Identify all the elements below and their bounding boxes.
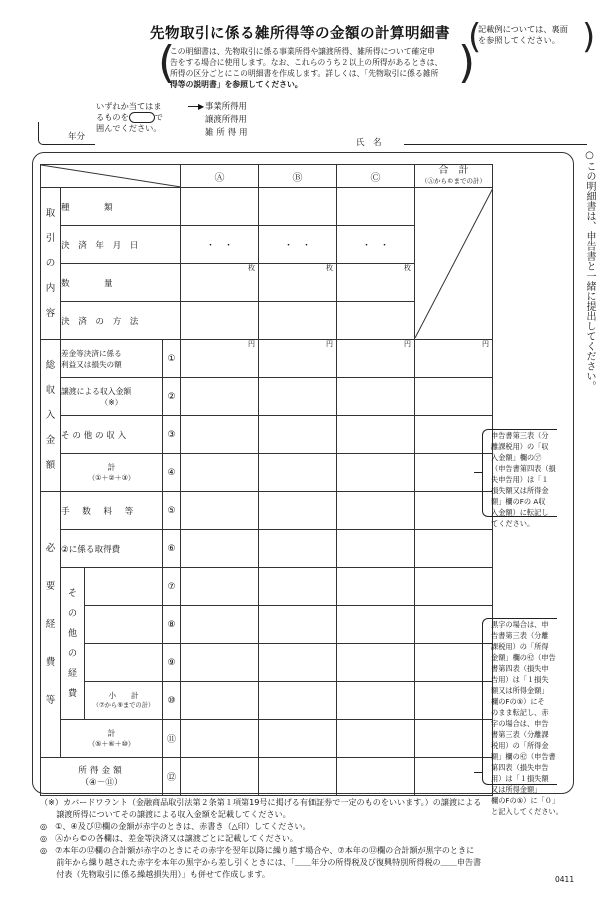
cell-total-5[interactable] [415, 492, 493, 530]
intro-line: 得等の説明書」を参照してください。 [170, 80, 303, 89]
total-diagonal [415, 188, 493, 338]
cell-total-10[interactable] [415, 682, 493, 720]
section-contract: 取 引 の 内 容 [41, 188, 61, 340]
type-misc[interactable]: 雑所得用 [205, 127, 251, 137]
row-date: 決 済 年 月 日 [61, 226, 181, 264]
type-transfer[interactable]: 譲渡所得用 [205, 114, 247, 124]
corner-diagonal [41, 165, 181, 187]
transfer-note-1: 申告書第三表（分 離課税用）の「収 入金額」欄の㋐ （申告書第四表（損 失申告用）は「１ 損失額又は所得金 額」欄のFの A収 入金額）に転記し てください。 [482, 429, 557, 517]
cell-total-6[interactable] [415, 530, 493, 568]
cell-a-3[interactable] [181, 416, 259, 454]
select-line: るものを [96, 112, 129, 122]
cell-c-6[interactable] [337, 530, 415, 568]
cell-total-3[interactable] [415, 416, 493, 454]
circle-5: ⑤ [163, 492, 181, 530]
cell-b-2[interactable] [259, 378, 337, 416]
cell-total-1[interactable]: 円 [415, 340, 493, 378]
cell-a-4[interactable] [181, 454, 259, 492]
row-6: ②に係る取得費 [61, 530, 163, 568]
cell-total-12[interactable] [415, 758, 493, 796]
name-label: 氏 名 [356, 138, 382, 148]
cell-a-7[interactable] [181, 568, 259, 606]
col-a: Ⓐ [181, 165, 259, 188]
cell-b-9[interactable] [259, 644, 337, 682]
cell-b-8[interactable] [259, 606, 337, 644]
cell-a-11[interactable] [181, 720, 259, 758]
col-b: Ⓑ [259, 165, 337, 188]
circle-3: ③ [163, 416, 181, 454]
circle-6: ⑥ [163, 530, 181, 568]
footer-line: ◎ Ⓐから©の各欄は、差金等決済又は譲渡ごとに記載してください。 [40, 833, 298, 843]
cell-a-kind[interactable] [181, 188, 259, 226]
select-line: で [154, 112, 163, 122]
cell-a-qty[interactable]: 枚 [181, 264, 259, 302]
row-8-label[interactable] [85, 606, 163, 644]
cell-a-5[interactable] [181, 492, 259, 530]
row-12: 所得金額 （④－⑪） [41, 758, 163, 796]
cell-c-7[interactable] [337, 568, 415, 606]
section-other-expense: そ の 他 の 経 費 [61, 568, 85, 720]
footer-line: ◎ ①、④及び⑫欄の金額が赤字のときは、赤書き（△印）してください。 [40, 821, 311, 831]
intro-line: この明細書は、先物取引に係る事業所得や譲渡所得、雑所得について確定申 [170, 47, 435, 56]
arrow-icon: ▶ [198, 102, 205, 111]
cell-a-date[interactable]: ・ ・ [181, 226, 259, 264]
cell-b-4[interactable] [259, 454, 337, 492]
cell-c-9[interactable] [337, 644, 415, 682]
cell-c-11[interactable] [337, 720, 415, 758]
row-11: 計 （⑤＋⑥＋⑩） [61, 720, 163, 758]
select-line: いずれか当てはま [96, 101, 162, 111]
cell-c-12[interactable] [337, 758, 415, 796]
total-header: 合 計 [438, 165, 469, 176]
cell-c-method[interactable] [337, 302, 415, 340]
circle-9: ⑨ [163, 644, 181, 682]
cell-b-6[interactable] [259, 530, 337, 568]
cell-a-12[interactable] [181, 758, 259, 796]
cell-b-10[interactable] [259, 682, 337, 720]
cell-total-2[interactable] [415, 378, 493, 416]
header-corner [41, 165, 181, 188]
submit-instruction: ○この明細書は、申告書と一緒に提出してください。 [584, 150, 595, 391]
reference-note [478, 24, 568, 46]
section-income: 総 収 入 金 額 [41, 340, 61, 492]
income-type-options [205, 100, 251, 139]
cell-c-8[interactable] [337, 606, 415, 644]
cell-a-10[interactable] [181, 682, 259, 720]
intro-text [170, 46, 460, 90]
cell-b-11[interactable] [259, 720, 337, 758]
footer-line: 譲渡所得についてその譲渡による収入金額を記載してください。 [40, 809, 291, 819]
cell-c-4[interactable] [337, 454, 415, 492]
row-9-label[interactable] [85, 644, 163, 682]
type-business[interactable]: 事業所得用 [205, 101, 247, 111]
cell-b-7[interactable] [259, 568, 337, 606]
circle-8: ⑧ [163, 606, 181, 644]
name-field[interactable] [404, 144, 587, 145]
cell-a-1[interactable]: 円 [181, 340, 259, 378]
circle-4: ④ [163, 454, 181, 492]
cell-b-method[interactable] [259, 302, 337, 340]
cell-total-8[interactable] [415, 606, 493, 644]
form-title: 先物取引に係る雑所得等の金額の計算明細書 [150, 26, 450, 42]
calculation-table [40, 164, 493, 796]
intro-bracket-right: ) [458, 37, 476, 88]
row-7-label[interactable] [85, 568, 163, 606]
year-bracket [38, 122, 95, 145]
total-sub: （Ⓐから©までの計） [421, 177, 486, 185]
cell-total-7[interactable] [415, 568, 493, 606]
oval-mark-icon [129, 112, 155, 123]
circle-7: ⑦ [163, 568, 181, 606]
cell-a-2[interactable] [181, 378, 259, 416]
cell-c-kind[interactable] [337, 188, 415, 226]
cell-total-9[interactable] [415, 644, 493, 682]
arrow-line-2 [474, 772, 482, 773]
select-instruction [96, 101, 163, 134]
col-total [415, 165, 493, 188]
cell-a-8[interactable] [181, 606, 259, 644]
cell-b-qty[interactable]: 枚 [259, 264, 337, 302]
cell-total-11[interactable] [415, 720, 493, 758]
col-c: Ⓒ [337, 165, 415, 188]
cell-b-3[interactable] [259, 416, 337, 454]
intro-line: 所得の区分ごとにこの明細書を作成します。詳しくは、「先物取引に係る雑所 [170, 69, 439, 78]
intro-line: 告をする場合に使用します。なお、これらのうち２以上の所得があるときは、 [170, 58, 443, 67]
cell-a-method[interactable] [181, 302, 259, 340]
cell-c-qty[interactable]: 枚 [337, 264, 415, 302]
cell-b-5[interactable] [259, 492, 337, 530]
row-kind: 種 類 [61, 188, 181, 226]
row-2: 譲渡による収入金額 （※） [61, 378, 163, 416]
cell-a-9[interactable] [181, 644, 259, 682]
cell-c-date[interactable]: ・ ・ [337, 226, 415, 264]
row-5: 手 数 料 等 [61, 492, 163, 530]
circle-12: ⑫ [163, 758, 181, 796]
cell-c-3[interactable] [337, 416, 415, 454]
cell-c-2[interactable] [337, 378, 415, 416]
intro-bracket-left: ( [158, 37, 176, 88]
row-3: そ の 他 の 収 入 [61, 416, 163, 454]
row-1: 差金等決済に係る 利益又は損失の額 [61, 340, 163, 378]
cell-c-1[interactable]: 円 [337, 340, 415, 378]
circle-10: ⑩ [163, 682, 181, 720]
cell-b-12[interactable] [259, 758, 337, 796]
cell-b-1[interactable]: 円 [259, 340, 337, 378]
circle-1: ① [163, 340, 181, 378]
section-expense: 必 要 経 費 等 [41, 492, 61, 758]
footer-line: （※）カバードワラント（金融商品取引法第２条第１項第19号に掲げる有価証券で一定のものをいいます。）の譲渡による [40, 797, 482, 807]
cell-c-10[interactable] [337, 682, 415, 720]
cell-a-6[interactable] [181, 530, 259, 568]
cell-b-date[interactable]: ・ ・ [259, 226, 337, 264]
row-10: 小 計 （⑦から⑨までの計） [85, 682, 163, 720]
cell-b-kind[interactable] [259, 188, 337, 226]
footer-line: ◎ ⑦本年の⑫欄の合計額が赤字のときにその赤字を翌年以降に繰り越す場合や、⑦本年の⑫欄の合計額が黒字のときに [40, 845, 475, 855]
row-qty: 数 量 [61, 264, 181, 302]
row-4: 計 （①＋②＋③） [61, 454, 163, 492]
note-bracket-right: ) [582, 17, 596, 57]
year-label[interactable]: 年分 [68, 132, 86, 142]
total-contract-na [415, 188, 493, 340]
note-line: 記載例については、裏面 [478, 24, 568, 34]
transfer-note-2: 黒字の場合は、申 告書第三表（分離 課税用）の「所得 金額」欄の㊷（申告 書第四表（損失申 告用）は「１損失 額又は所得金額」 欄のFの⑤）にそ のまま転記し、赤 字の場合は、申告 書第三表（分離課 税用）の「所得金 額」欄の㊷（申告書 第四表（損失申告 用）は「１損失額 又は所得金額」 欄のFの⑤）に「０」 と記入してください。 [482, 618, 557, 785]
footer-line: 前年から繰り越された赤字を本年の黒字から差し引くときには、「＿＿年分の所得税及び復興特別所得税の＿＿申告書 [40, 857, 482, 867]
cell-c-5[interactable] [337, 492, 415, 530]
circle-2: ② [163, 378, 181, 416]
note-bracket-left: ( [468, 17, 482, 57]
row-method: 決 済 の 方 法 [61, 302, 181, 340]
form-code: 0411 [555, 875, 575, 884]
arrow-line-1 [474, 472, 482, 473]
select-line: 囲んでください。 [96, 123, 162, 133]
note-line: を参照してください。 [478, 35, 560, 45]
footer-line: 付表（先物取引に係る繰越損失用）」も併せて作成します。 [40, 869, 271, 879]
footer-notes [40, 796, 560, 880]
circle-11: ⑪ [163, 720, 181, 758]
